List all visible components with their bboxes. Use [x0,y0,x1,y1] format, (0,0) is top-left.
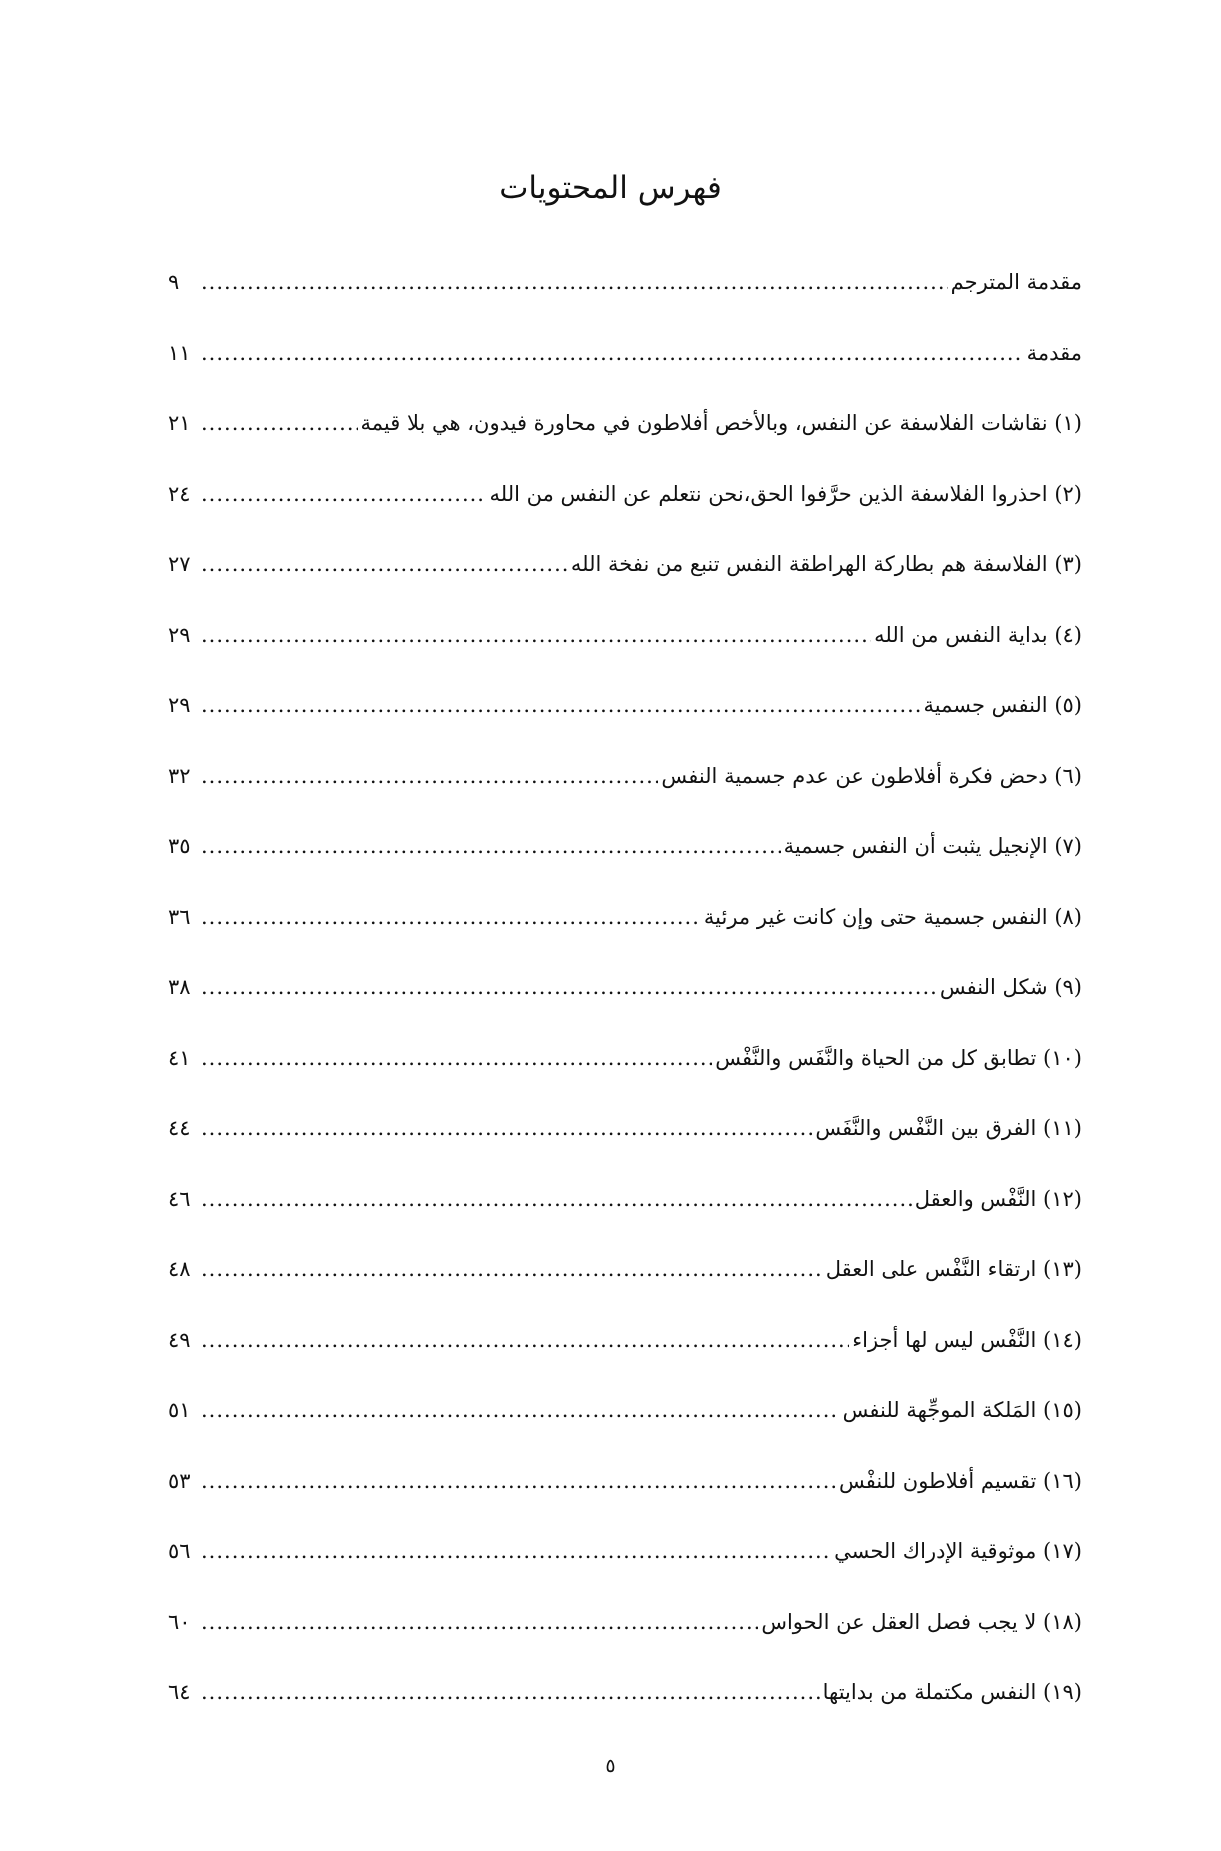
toc-entry-page: ٦٠ [168,1609,191,1634]
toc-entry [168,1390,1082,1461]
toc-entry [168,1461,1082,1532]
toc-entry-page: ٢١ [168,411,191,435]
dot-leader [201,1320,849,1360]
toc-entry-page: ٢٩ [168,693,191,717]
toc-entry-title: (١٦) تقسيم أفلاطون للنفْس [839,1468,1082,1493]
dot-leader [201,685,921,725]
page-number: ٥ [605,1755,616,1777]
toc-entry [168,544,1082,615]
dot-leader [201,1038,712,1078]
dot-leader [201,262,948,302]
toc-entry-page: ٤١ [168,1045,191,1070]
table-of-contents [168,262,1082,1743]
toc-entry-page: ٢٩ [168,622,191,647]
dot-leader [201,333,1024,373]
toc-entry-title: (١٧) موثوقية الإدراك الحسي [834,1539,1082,1563]
toc-entry [168,262,1082,333]
page-title: فهرس المحتويات [499,170,722,206]
toc-entry [168,403,1082,474]
dot-leader [201,615,871,655]
toc-entry-title: (١٢) النَّفْس والعقل [914,1186,1082,1211]
toc-entry-page: ٩ [168,270,180,294]
toc-entry [168,756,1082,827]
toc-entry [168,967,1082,1038]
toc-entry [168,615,1082,686]
toc-entry-page: ٣٢ [168,763,191,788]
toc-entry-title: (١) نقاشات الفلاسفة عن النفس، وبالأخص أفلاطون في محاورة فيدون، هي بلا قيمة [360,411,1082,435]
toc-entry-title: (١٠) تطابق كل من الحياة والنَّفَس والنَّفْس [715,1045,1082,1070]
dot-leader [201,897,701,937]
dot-leader [201,1461,836,1501]
dot-leader [201,1390,840,1430]
toc-entry-title: (٦) دحض فكرة أفلاطون عن عدم جسمية النفس [661,763,1082,788]
toc-entry [168,1108,1082,1179]
dot-leader [201,1249,823,1289]
toc-entry [168,1602,1082,1673]
dot-leader [201,1531,831,1571]
toc-entry-page: ٣٥ [168,834,191,858]
dot-leader [201,1179,912,1219]
dot-leader [201,1602,758,1642]
toc-entry-title: (٩) شكل النفس [939,975,1082,999]
toc-entry-page: ٣٦ [168,904,191,929]
toc-entry-title: (١٥) المَلكة الموجِّهة للنفس [842,1398,1082,1422]
toc-entry [168,474,1082,545]
dot-leader [201,756,658,796]
dot-leader [201,403,358,443]
dot-leader [201,474,487,514]
toc-entry-title: (٥) النفس جسمية [923,693,1082,717]
toc-entry-title: (٣) الفلاسفة هم بطاركة الهراطقة النفس تنبع من نفخة الله [570,552,1082,576]
toc-entry-page: ٦٤ [168,1680,191,1704]
toc-entry [168,685,1082,756]
toc-entry [168,897,1082,968]
toc-entry-page: ٤٦ [168,1186,191,1211]
toc-entry-page: ٤٤ [168,1116,191,1140]
toc-entry-title: (١٩) النفس مكتملة من بدايتها [822,1680,1082,1704]
toc-entry-page: ٢٧ [168,552,191,576]
toc-entry-page: ٢٤ [168,481,191,506]
toc-entry-title: مقدمة [1026,340,1082,365]
dot-leader [201,826,781,866]
toc-entry-page: ٥١ [168,1398,191,1422]
toc-entry [168,1038,1082,1109]
toc-entry [168,1249,1082,1320]
toc-entry [168,1672,1082,1743]
toc-entry-page: ٤٨ [168,1257,191,1281]
dot-leader [201,1108,812,1148]
toc-entry-page: ٣٨ [168,975,191,999]
toc-entry-title: (١٣) ارتقاء النَّفْس على العقل [825,1257,1082,1281]
toc-entry-title: مقدمة المترجم [950,270,1082,294]
toc-entry-title: (٨) النفس جسمية حتى وإن كانت غير مرئية [703,904,1082,929]
toc-entry-title: (١٤) النَّفْس ليس لها أجزاء [852,1327,1082,1352]
toc-entry-title: (٢) احذروا الفلاسفة الذين حرَّفوا الحق،نحن نتعلم عن النفس من الله [489,481,1082,506]
toc-entry [168,826,1082,897]
toc-entry [168,1320,1082,1391]
toc-entry-page: ٤٩ [168,1327,191,1352]
dot-leader [201,967,937,1007]
toc-entry-page: ١١ [168,340,191,365]
toc-entry [168,1531,1082,1602]
toc-entry-title: (١١) الفرق بين النَّفْس والنَّفَس [815,1116,1082,1140]
toc-entry [168,1179,1082,1250]
toc-entry-title: (٧) الإنجيل يثبت أن النفس جسمية [783,834,1082,858]
toc-entry-page: ٥٦ [168,1539,191,1563]
dot-leader [201,544,568,584]
toc-entry-title: (٤) بداية النفس من الله [874,622,1082,647]
toc-entry-title: (١٨) لا يجب فصل العقل عن الحواس [761,1609,1082,1634]
toc-entry-page: ٥٣ [168,1468,191,1493]
dot-leader [201,1672,820,1712]
toc-entry [168,333,1082,404]
